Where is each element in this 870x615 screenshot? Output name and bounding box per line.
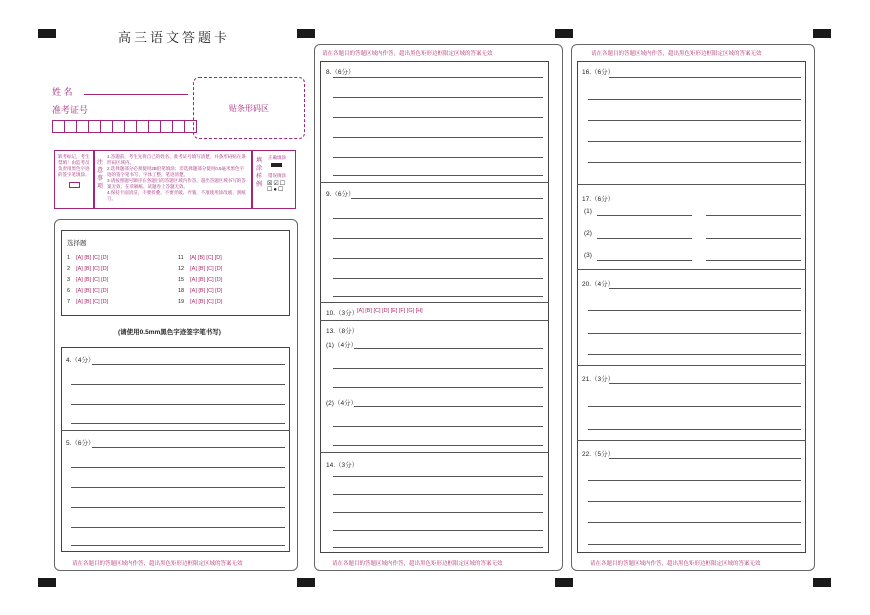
- fill-example-box: [252, 150, 296, 209]
- answer-line[interactable]: [588, 120, 801, 121]
- choice-row[interactable]: 19 [A] [B] [C] [D]: [178, 299, 223, 305]
- name-field[interactable]: [84, 94, 188, 95]
- choice-row[interactable]: [A] [B] [C] [D] [E] [F] [G] [H]: [357, 308, 423, 314]
- answer-line[interactable]: [92, 364, 285, 365]
- boundary-warning: 请在各题目的答题区域内作答，超出黑色矩形边框限定区域的答案无效: [332, 561, 503, 567]
- answer-line[interactable]: [609, 383, 801, 384]
- answer-line[interactable]: [333, 77, 543, 78]
- position-mark: [38, 578, 56, 587]
- answer-line[interactable]: [354, 406, 543, 407]
- answer-line[interactable]: [588, 310, 801, 311]
- answer-line[interactable]: [706, 215, 801, 216]
- answer-line[interactable]: [588, 522, 801, 523]
- choice-row[interactable]: 15 [A] [B] [C] [D]: [178, 277, 223, 283]
- wrong-fill-label: 错误填涂: [268, 173, 286, 178]
- answer-line[interactable]: [333, 530, 543, 531]
- barcode-label: 贴条形码区: [229, 103, 269, 113]
- notice-box: [94, 150, 252, 209]
- answer-line[interactable]: [588, 501, 801, 502]
- notice-title: 注意事项: [97, 160, 104, 190]
- answer-line[interactable]: [609, 288, 801, 289]
- question-label: 13.（8分）: [326, 328, 359, 335]
- sub-question-label: (3): [584, 252, 592, 259]
- answer-line[interactable]: [354, 348, 543, 349]
- question-label: 20.（4分）: [582, 281, 615, 288]
- answer-line[interactable]: [609, 77, 801, 78]
- sub-question-label: (1)（4分）: [326, 342, 358, 349]
- answer-line[interactable]: [588, 429, 801, 430]
- answer-line[interactable]: [71, 507, 285, 508]
- position-mark: [38, 29, 56, 38]
- answer-line[interactable]: [597, 260, 692, 261]
- section-divider: [320, 320, 549, 321]
- answer-line[interactable]: [609, 458, 801, 459]
- choice-row[interactable]: 1 [A] [B] [C] [D]: [67, 255, 109, 261]
- position-mark: [297, 29, 315, 38]
- answer-line[interactable]: [71, 545, 285, 546]
- correct-fill-label: 正确填涂: [268, 155, 286, 160]
- answer-line[interactable]: [333, 445, 543, 446]
- sub-question-label: (1): [584, 208, 592, 215]
- question-label: 16.（6分）: [582, 69, 615, 76]
- question-box: [320, 61, 549, 553]
- exam-id-cells[interactable]: [52, 120, 196, 133]
- answer-line[interactable]: [597, 238, 692, 239]
- wrong-fill-sample: ☒☑☐ ☐●☐: [267, 181, 287, 193]
- answer-line[interactable]: [333, 97, 543, 98]
- position-mark: [555, 578, 573, 587]
- question-label: 17.（6分）: [582, 196, 615, 203]
- choice-row[interactable]: 3 [A] [B] [C] [D]: [67, 277, 109, 283]
- fill-example-label: 填涂样例: [256, 158, 263, 188]
- answer-line[interactable]: [333, 258, 543, 259]
- absent-mark-checkbox[interactable]: [69, 182, 80, 188]
- section-divider: [577, 365, 806, 366]
- question-label: 21.（3分）: [582, 376, 615, 383]
- position-mark: [555, 29, 573, 38]
- position-mark: [813, 29, 831, 38]
- choice-row[interactable]: 7 [A] [B] [C] [D]: [67, 299, 109, 305]
- boundary-warning: 请在各题目的答题区域内作答，超出黑色矩形边框限定区域的答案无效: [322, 51, 493, 57]
- choice-row[interactable]: 2 [A] [B] [C] [D]: [67, 266, 109, 272]
- pen-instruction: (请使用0.5mm黑色字迹签字笔书写): [118, 329, 221, 336]
- answer-line[interactable]: [71, 384, 285, 385]
- answer-line[interactable]: [333, 175, 543, 176]
- answer-line[interactable]: [333, 476, 543, 477]
- answer-line[interactable]: [333, 117, 543, 118]
- sub-question-label: (2)（4分）: [326, 400, 358, 407]
- position-mark: [297, 578, 315, 587]
- answer-line[interactable]: [71, 527, 285, 528]
- question-label: 5.（6分）: [66, 440, 95, 447]
- notice-item: 4.保持卡面清洁，不要折叠、不要弄破、弄皱，不准使用涂改液、刮纸刀。: [107, 190, 246, 201]
- answer-line[interactable]: [71, 467, 285, 468]
- section-divider: [61, 430, 290, 431]
- sub-question-label: (2): [584, 230, 592, 237]
- choice-row[interactable]: 18 [A] [B] [C] [D]: [178, 288, 223, 294]
- answer-line[interactable]: [333, 278, 543, 279]
- question-label: 14.（3分）: [326, 462, 359, 469]
- answer-line[interactable]: [588, 99, 801, 100]
- question-box: [61, 347, 290, 552]
- answer-line[interactable]: [706, 238, 801, 239]
- section-divider: [577, 269, 806, 270]
- answer-line[interactable]: [588, 162, 801, 163]
- question-label: 10.（3分）: [326, 310, 359, 317]
- position-mark: [813, 578, 831, 587]
- page-title: 高三语文答题卡: [118, 30, 231, 45]
- notice-item: 2.选择题部分必须使用2B铅笔填涂；非选择题部分使用0.5毫米黑色字迹的签字笔书写，字体工整、笔迹清楚。: [107, 166, 245, 177]
- answer-line[interactable]: [588, 480, 801, 481]
- boundary-warning: 请在各题目的答题区域内作答，超出黑色矩形边框限定区域的答案无效: [590, 561, 761, 567]
- answer-line[interactable]: [588, 333, 801, 334]
- answer-line[interactable]: [588, 354, 801, 355]
- section-divider: [320, 302, 549, 303]
- boundary-warning: 请在各题目的答题区域内作答，超出黑色矩形边框限定区域的答案无效: [591, 51, 762, 57]
- answer-line[interactable]: [588, 406, 801, 407]
- choice-title: 选择题: [67, 240, 87, 247]
- answer-line[interactable]: [333, 547, 543, 548]
- answer-line[interactable]: [588, 141, 801, 142]
- answer-line[interactable]: [92, 447, 285, 448]
- correct-fill-sample: [271, 163, 282, 167]
- answer-line[interactable]: [333, 368, 543, 369]
- answer-line[interactable]: [333, 157, 543, 158]
- notice-item: 1.答题前，考生先将自己的姓名、准考证号填写清楚，并条形码贴在条形码区域内。: [107, 154, 246, 165]
- section-divider: [577, 184, 806, 185]
- section-divider: [577, 440, 806, 441]
- section-divider: [320, 182, 549, 183]
- answer-line[interactable]: [333, 218, 543, 219]
- question-label: 4.（4分）: [66, 357, 95, 364]
- answer-line[interactable]: [351, 198, 543, 199]
- choice-row[interactable]: 6 [A] [B] [C] [D]: [67, 288, 109, 294]
- notice-item: 3.请按照题号顺序在各题目的答题区域内作答，超出答题区域书写的答案无效；在草稿纸、试题卷上答题无效。: [107, 178, 246, 189]
- name-label: 姓 名: [52, 87, 73, 97]
- choice-row[interactable]: 11 [A] [B] [C] [D]: [178, 255, 222, 261]
- absent-mark-text: 缺考标记，考生禁填！由监考员负责用黑色字迹的签字笔填涂。: [58, 154, 90, 177]
- answer-line[interactable]: [333, 137, 543, 138]
- exam-id-label: 准考证号: [52, 105, 89, 115]
- answer-line[interactable]: [71, 423, 285, 424]
- answer-line[interactable]: [588, 544, 801, 545]
- question-label: 9.（6分）: [326, 191, 355, 198]
- answer-line[interactable]: [333, 426, 543, 427]
- absent-mark-box: [54, 150, 94, 209]
- answer-line[interactable]: [597, 215, 692, 216]
- answer-line[interactable]: [333, 494, 543, 495]
- barcode-area: [193, 77, 305, 139]
- answer-line[interactable]: [333, 238, 543, 239]
- answer-line[interactable]: [71, 404, 285, 405]
- answer-line[interactable]: [333, 512, 543, 513]
- section-divider: [320, 452, 549, 453]
- answer-line[interactable]: [333, 296, 543, 297]
- question-label: 8.（6分）: [326, 69, 355, 76]
- choice-row[interactable]: 12 [A] [B] [C] [D]: [178, 266, 223, 272]
- question-label: 22.（5分）: [582, 451, 615, 458]
- boundary-warning: 请在各题目的答题区域内作答，超出黑色矩形边框限定区域的答案无效: [72, 561, 243, 567]
- answer-line[interactable]: [706, 260, 801, 261]
- answer-line[interactable]: [71, 487, 285, 488]
- answer-line[interactable]: [333, 387, 543, 388]
